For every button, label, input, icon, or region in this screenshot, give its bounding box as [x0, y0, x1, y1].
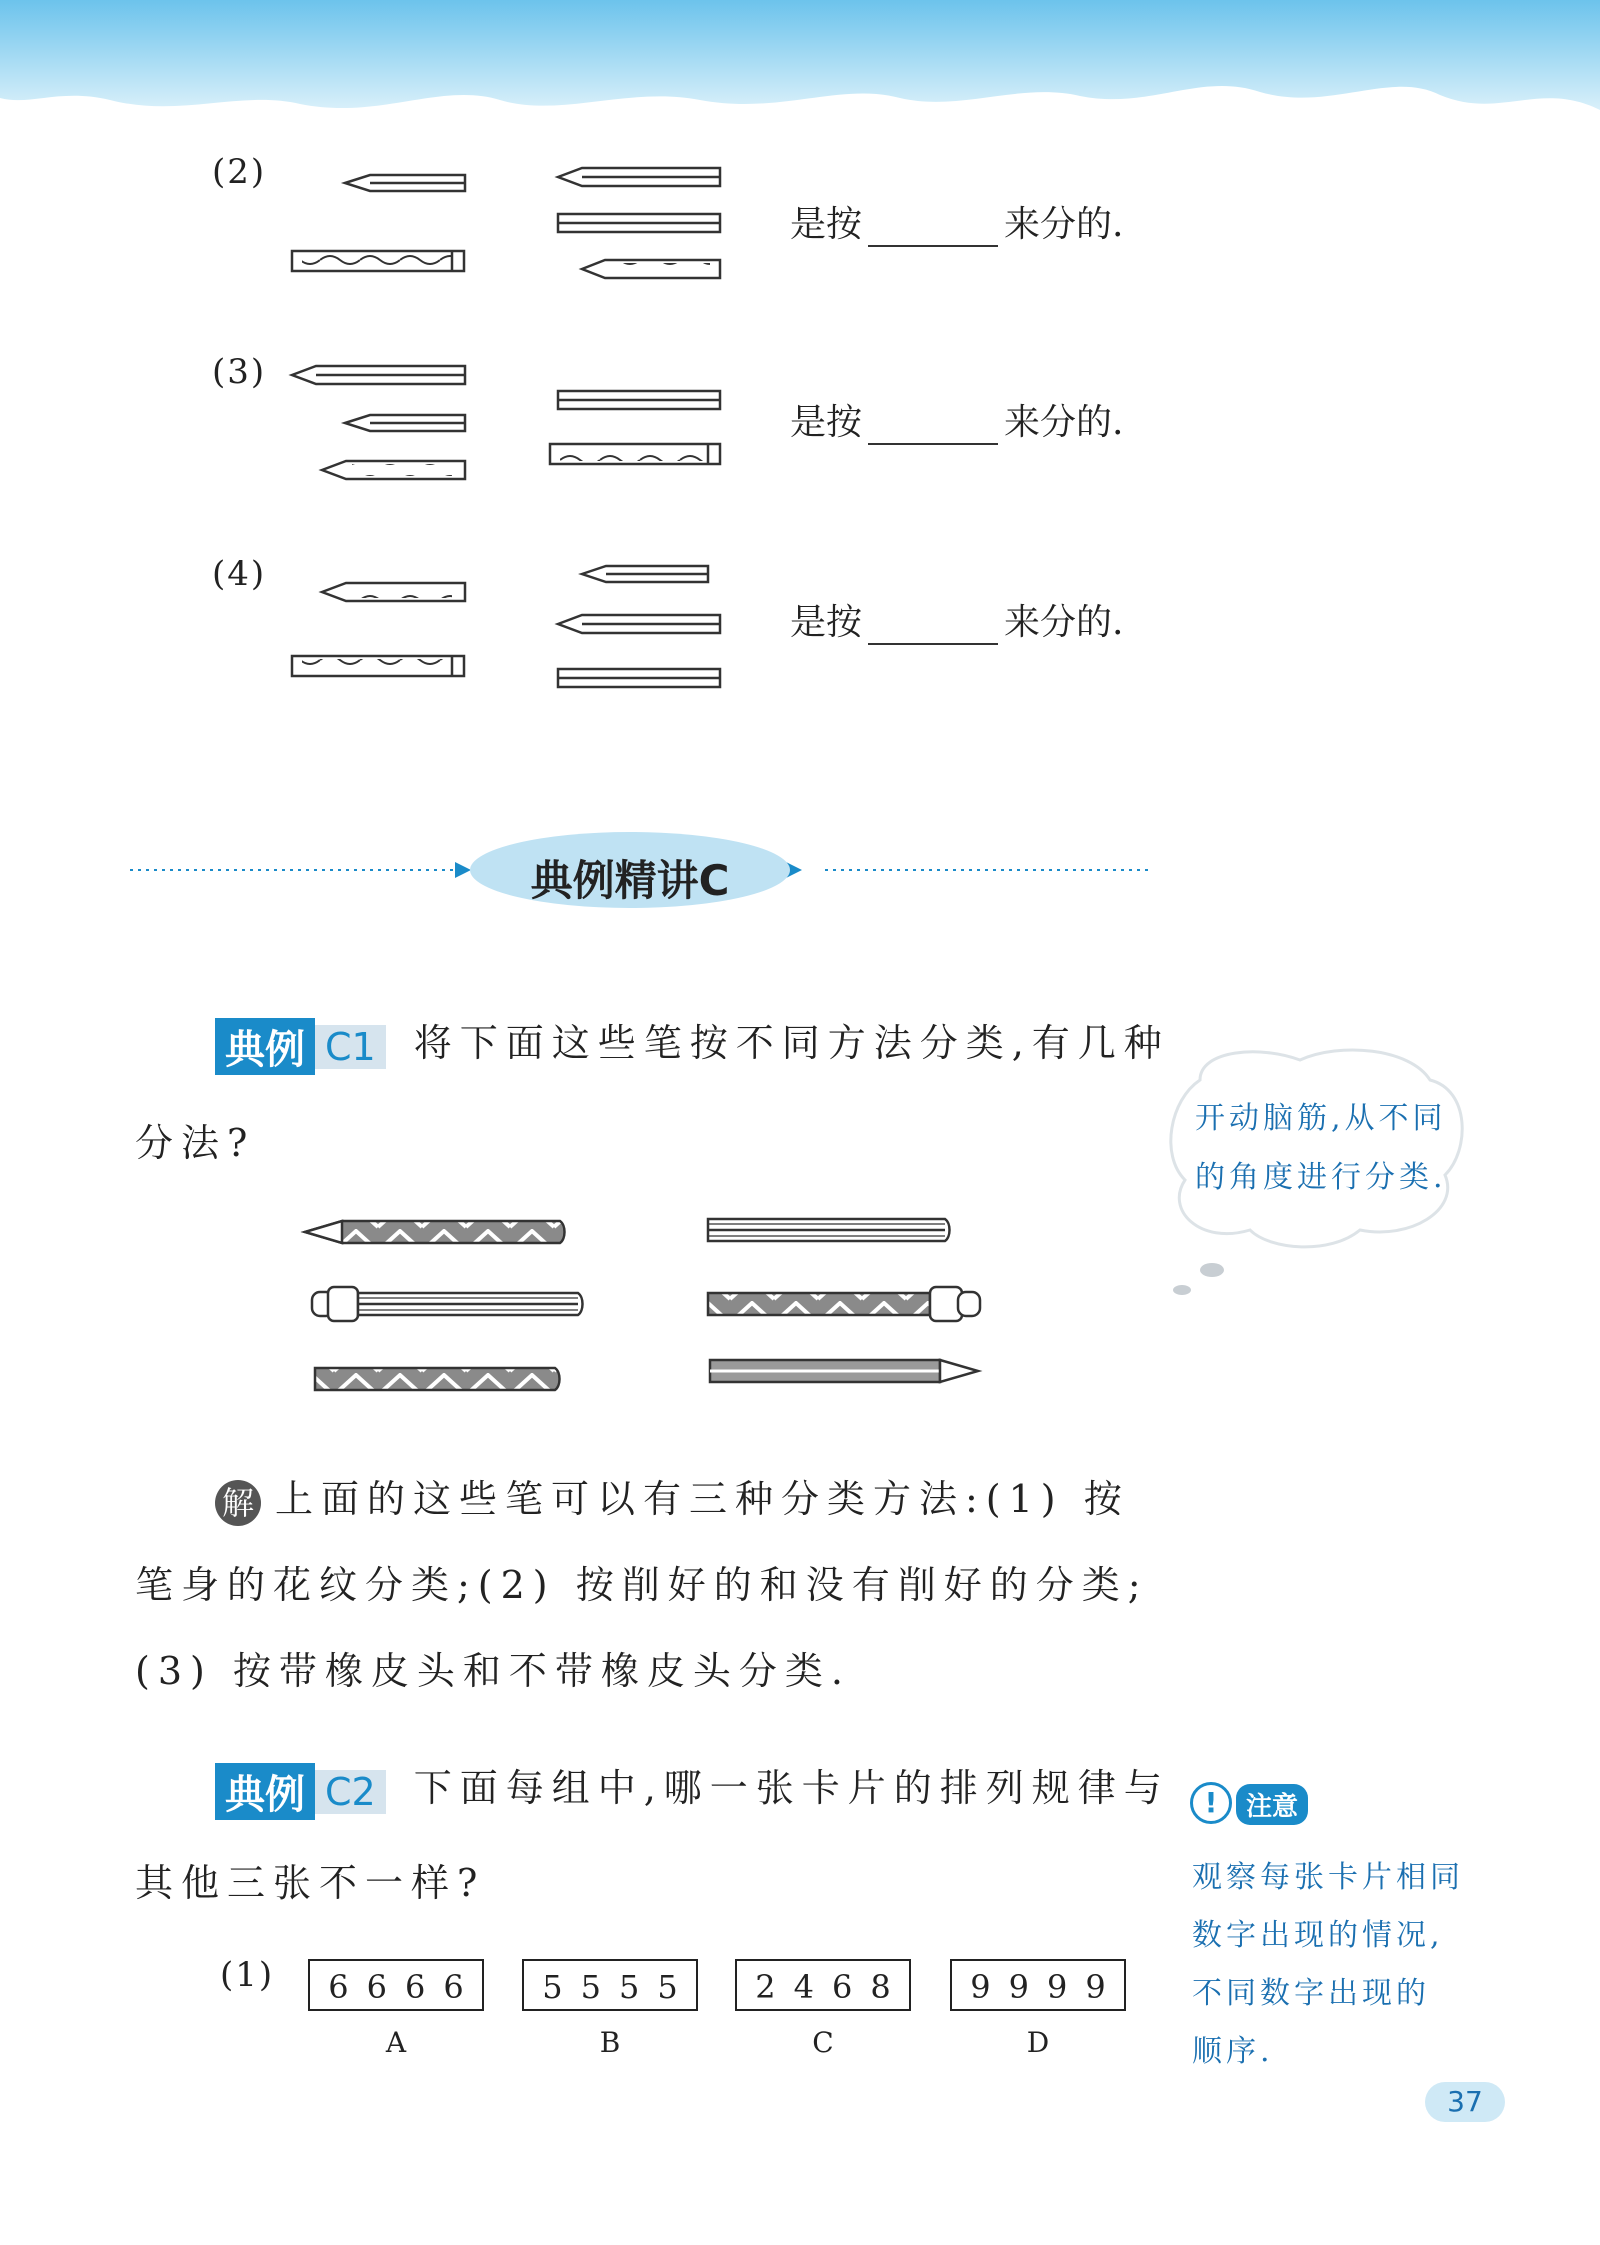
note-title: 注意 [1236, 1784, 1308, 1825]
answer-blank[interactable] [868, 207, 998, 247]
example-tag: 典例 [215, 1763, 315, 1820]
solution-line2: 笔身的花纹分类;(2) 按削好的和没有削好的分类; [135, 1563, 1149, 1607]
group-number: (1) [220, 1955, 275, 1995]
note-line: 不同数字出现的 [1192, 1976, 1430, 2011]
card-b[interactable]: 5555 [522, 1959, 698, 2011]
thought-bubble-line2: 的角度进行分类. [1195, 1160, 1447, 1195]
example-c1-text: 将下面这些笔按不同方法分类,有几种 [413, 1021, 1170, 1065]
answer-blank[interactable] [868, 605, 998, 645]
exclamation-icon: ! [1190, 1782, 1232, 1824]
example-c1-line2: 分法? [135, 1121, 256, 1165]
card-d[interactable]: 9999 [950, 1959, 1126, 2011]
solution-text: 上面的这些笔可以有三种分类方法:(1) 按 [275, 1477, 1130, 1521]
solution-badge: 解 [215, 1480, 261, 1526]
card-label: D [1026, 2026, 1050, 2059]
pencil-group-3-right [550, 391, 720, 464]
answer-line [790, 196, 1123, 247]
thought-bubble-line1: 开动脑筋,从不同 [1195, 1101, 1447, 1136]
solution-line3: (3) 按带橡皮头和不带橡皮头分类. [135, 1649, 851, 1693]
card-label: A [385, 2026, 407, 2059]
pencil-group-4-right [558, 566, 720, 687]
question-number: (3) [212, 352, 267, 392]
pencil-group-3-left [292, 366, 465, 479]
note-line: 顺序. [1192, 2034, 1274, 2069]
answer-suffix: 来分的. [1004, 204, 1124, 245]
example-tag: 典例 [215, 1018, 315, 1075]
pencil-group-2-left [292, 175, 465, 271]
pens-figure [290, 1205, 1010, 1405]
answer-blank[interactable] [868, 405, 998, 445]
answer-line [790, 594, 1123, 645]
answer-suffix: 来分的. [1004, 602, 1124, 643]
section-banner-title: 典例精讲C [530, 856, 730, 905]
example-c1-line1 [215, 1012, 1170, 1075]
card-a[interactable]: 6666 [308, 1959, 484, 2011]
cloud-header-decoration [0, 0, 1600, 150]
answer-prefix: 是按 [790, 204, 863, 245]
example-c2-line2: 其他三张不一样? [135, 1861, 486, 1905]
card-c[interactable]: 2468 [735, 1959, 911, 2011]
question-number: (4) [212, 554, 267, 594]
question-number: (2) [212, 152, 267, 192]
answer-line [790, 394, 1123, 445]
example-c2-line1 [215, 1757, 1170, 1820]
page-number: 37 [1425, 2082, 1505, 2122]
answer-prefix: 是按 [790, 602, 863, 643]
card-label: B [599, 2026, 621, 2059]
example-tag-id: C1 [315, 1025, 386, 1069]
card-label: C [812, 2026, 834, 2059]
example-tag-id: C2 [315, 1770, 386, 1814]
answer-prefix: 是按 [790, 402, 863, 443]
pencil-group-2-right [558, 168, 720, 278]
note-line: 观察每张卡片相同 [1192, 1860, 1464, 1895]
solution-line1 [215, 1468, 1130, 1526]
example-c2-text: 下面每组中,哪一张卡片的排列规律与 [413, 1766, 1170, 1810]
pencil-group-4-left [292, 583, 465, 676]
answer-suffix: 来分的. [1004, 402, 1124, 443]
note-line: 数字出现的情况, [1192, 1918, 1444, 1953]
